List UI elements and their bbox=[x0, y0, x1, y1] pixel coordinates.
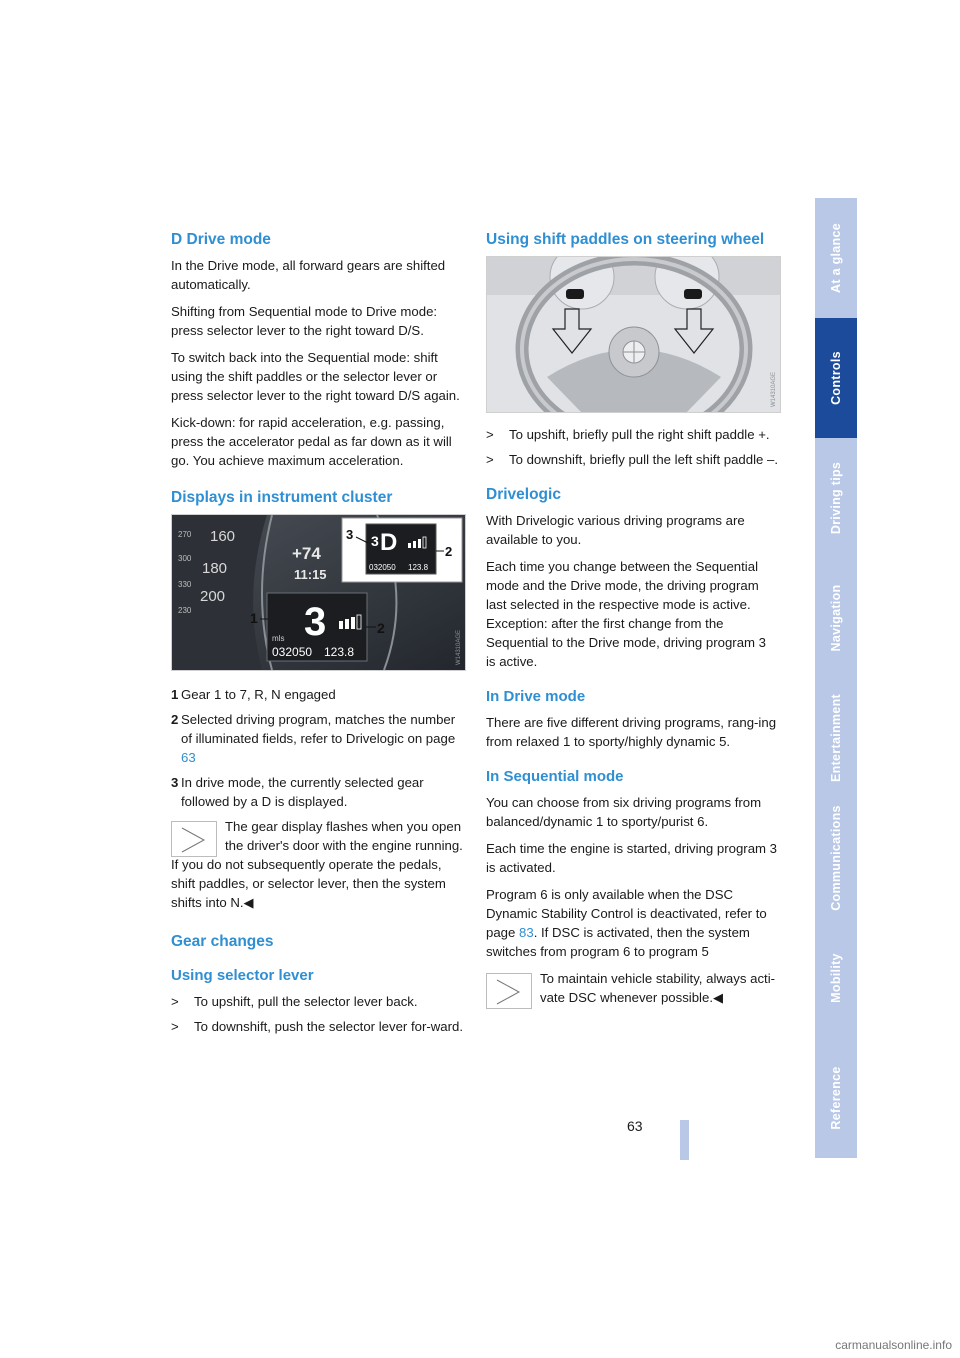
list-item: 1 Gear 1 to 7, R, N engaged bbox=[171, 687, 336, 702]
paragraph: Each time the engine is started, driving program 3 is activated. bbox=[486, 841, 778, 875]
tab-at-a-glance[interactable]: At a glance bbox=[815, 198, 857, 318]
speed-label: 300 bbox=[178, 554, 192, 563]
note-icon bbox=[486, 973, 532, 1009]
figure-code: W14310AGE bbox=[456, 629, 462, 665]
paragraph: To switch back into the Sequential mode: shift using the shift paddles or the selector lever or press selector lever to the right toward D/S again. bbox=[171, 350, 460, 403]
list-item: 2 Selected driving program, matches the number of illuminated fields, refer to Drivelogic on page 63 bbox=[171, 712, 456, 765]
paragraph: Each time you change between the Sequential mode and the Drive mode, the driving program last selected in the respective mode is active. Exception: after the first change from the Sequential to the Drive mode, driving program 3 is active. bbox=[486, 559, 767, 669]
tab-reference[interactable]: Reference bbox=[815, 1038, 857, 1158]
inset-trip: 123.8 bbox=[408, 563, 429, 572]
clock-readout: 11:15 bbox=[294, 567, 327, 582]
paragraph: Shifting from Sequential mode to Drive mode: press selector lever to the right toward D/S. bbox=[171, 304, 438, 338]
inset-odometer: 032050 bbox=[369, 563, 396, 572]
note-text: If you do not subsequently operate the pedals, shift paddles, or selector lever, then the system shifts into N.◀ bbox=[171, 857, 446, 910]
instrument-cluster-figure bbox=[171, 514, 466, 671]
speed-label: 160 bbox=[210, 528, 236, 545]
instrument-cluster-illustration bbox=[172, 515, 465, 670]
unit-label: mls bbox=[272, 634, 285, 643]
paragraph: You can choose from six driving programs from balanced/dynamic 1 to sporty/purist 6. bbox=[486, 795, 762, 829]
list-item: > To downshift, push the selector lever for-ward. bbox=[171, 1019, 464, 1034]
page-number: 63 bbox=[627, 1118, 643, 1134]
tab-entertainment[interactable]: Entertainment bbox=[815, 678, 857, 798]
tab-driving-tips[interactable]: Driving tips bbox=[815, 438, 857, 558]
note-text: The gear display flashes when you open the driver's door with the engine running. bbox=[225, 819, 463, 853]
note-block bbox=[171, 817, 464, 912]
inset-drive-letter: D bbox=[380, 529, 398, 556]
trip-readout: 123.8 bbox=[324, 645, 355, 659]
heading-in-drive-mode: In Drive mode bbox=[486, 688, 586, 705]
page-link[interactable]: 63 bbox=[181, 750, 196, 765]
temperature-readout: +74 bbox=[292, 544, 321, 563]
odometer-readout: 032050 bbox=[272, 645, 313, 659]
tab-navigation[interactable]: Navigation bbox=[815, 558, 857, 678]
display-callout-list bbox=[171, 685, 464, 811]
speed-label: 330 bbox=[178, 580, 192, 589]
note-icon bbox=[171, 821, 217, 857]
steering-wheel-figure bbox=[486, 256, 781, 413]
paragraph: With Drivelogic various driving programs are available to you. bbox=[486, 513, 745, 547]
left-column bbox=[171, 230, 464, 1042]
tab-mobility[interactable]: Mobility bbox=[815, 918, 857, 1038]
heading-in-sequential-mode: In Sequential mode bbox=[486, 768, 624, 785]
speed-label: 180 bbox=[202, 560, 228, 577]
list-item: > To upshift, pull the selector lever back. bbox=[171, 994, 418, 1009]
paragraph: Program 6 is only available when the DSC Dynamic Stability Control is deactivated, refer to page 83. If DSC is activated, then the system switches from program 6 to program 5 bbox=[486, 887, 767, 959]
heading-displays-instrument-cluster: Displays in instrument cluster bbox=[171, 489, 393, 506]
watermark: carmanualsonline.info bbox=[835, 1338, 952, 1352]
chapter-tabs bbox=[815, 198, 857, 1160]
tab-controls[interactable]: Controls bbox=[815, 318, 857, 438]
callout-1: 1 bbox=[250, 610, 258, 626]
note-text: To maintain vehicle stability, always acti-vate DSC whenever possible.◀ bbox=[540, 971, 776, 1005]
speed-label: 200 bbox=[200, 588, 226, 605]
paragraph: Kick-down: for rapid acceleration, e.g. passing, press the accelerator pedal as far down as it will go. You achieve maximum acceleration. bbox=[171, 415, 452, 468]
right-column bbox=[486, 230, 779, 1015]
figure-code: W14310AGE bbox=[771, 371, 777, 407]
page-link[interactable]: 83 bbox=[519, 925, 534, 940]
inset-gear-number: 3 bbox=[371, 533, 379, 549]
tab-communications[interactable]: Communications bbox=[815, 798, 857, 918]
page-marker-bar bbox=[680, 1120, 689, 1160]
heading-d-drive-mode: D Drive mode bbox=[171, 231, 271, 248]
note-block bbox=[486, 969, 779, 1007]
speed-label: 230 bbox=[178, 606, 192, 615]
list-item: 3 In drive mode, the currently selected gear followed by a D is displayed. bbox=[171, 775, 424, 809]
heading-gear-changes: Gear changes bbox=[171, 933, 274, 950]
speed-label: 270 bbox=[178, 530, 192, 539]
inset-callout-3: 3 bbox=[346, 527, 354, 542]
paragraph: There are five different driving programs, rang-ing from relaxed 1 to sporty/highly dynamic 5. bbox=[486, 715, 777, 749]
heading-shift-paddles: Using shift paddles on steering wheel bbox=[486, 231, 765, 248]
list-item: > To downshift, briefly pull the left shift paddle –. bbox=[486, 452, 779, 467]
heading-drivelogic: Drivelogic bbox=[486, 486, 561, 503]
list-item: > To upshift, briefly pull the right shift paddle +. bbox=[486, 427, 770, 442]
callout-2: 2 bbox=[377, 620, 385, 636]
steering-wheel-illustration bbox=[487, 257, 780, 412]
heading-using-selector-lever: Using selector lever bbox=[171, 967, 314, 984]
gear-indicator: 3 bbox=[304, 600, 327, 644]
inset-callout-2: 2 bbox=[445, 544, 453, 559]
paragraph: In the Drive mode, all forward gears are shifted automatically. bbox=[171, 258, 446, 292]
